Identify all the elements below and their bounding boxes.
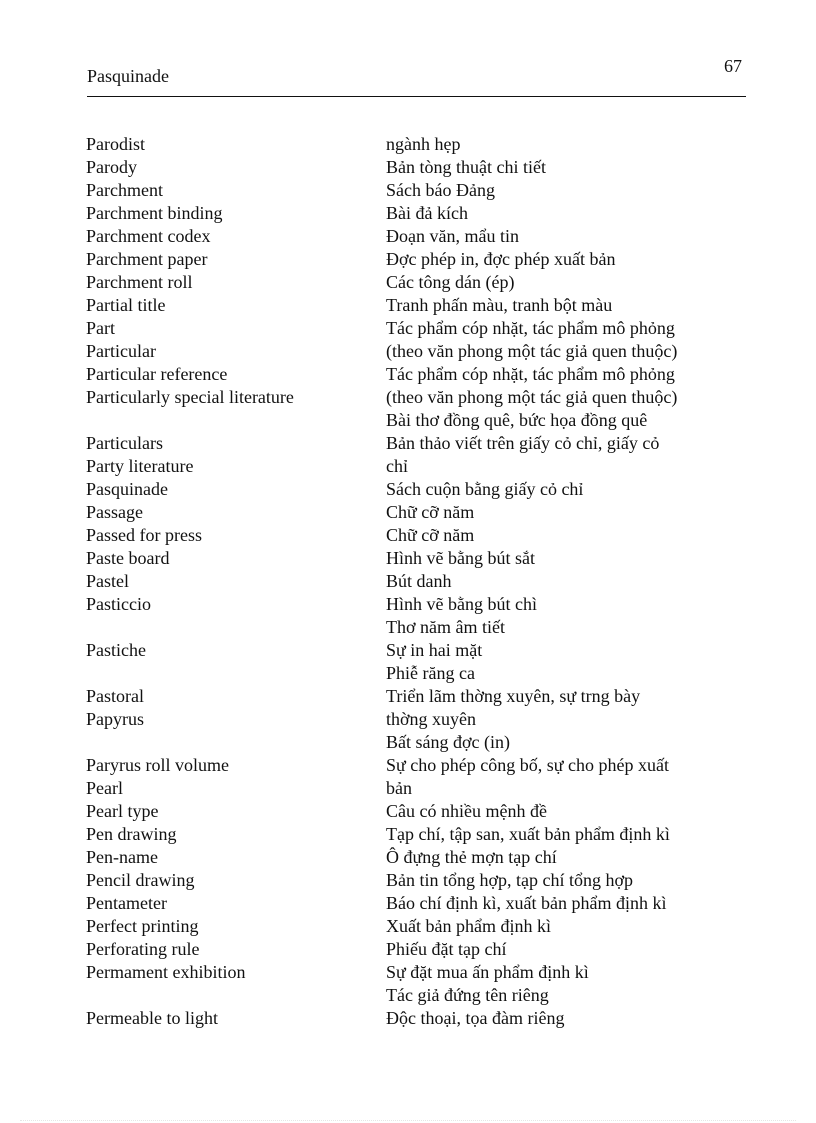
term (86, 616, 386, 639)
glossary-row (86, 225, 766, 248)
glossary-row (86, 823, 766, 846)
glossary-row (86, 685, 766, 708)
term: Particular (86, 341, 156, 361)
definition: bản (386, 778, 412, 798)
glossary-row (86, 593, 766, 616)
definition: Bản tin tổng hợp, tạp chí tổng hợp (386, 870, 634, 890)
term: Pearl type (86, 801, 159, 821)
glossary-row (86, 938, 766, 961)
glossary-row (86, 800, 766, 823)
term: Parchment roll (86, 272, 193, 292)
definition: Chữ cỡ năm (386, 525, 475, 545)
term: Pearl (86, 778, 123, 798)
definition: Ô đựng thẻ mợn tạp chí (386, 847, 557, 867)
glossary-list (86, 133, 766, 1030)
page-header (87, 56, 746, 97)
definition: Bài đả kích (386, 203, 468, 223)
glossary-row (86, 202, 766, 225)
glossary-row (86, 501, 766, 524)
term: Party literature (86, 456, 194, 476)
definition: Chữ cỡ năm (386, 502, 475, 522)
definition: Đợc phép in, đợc phép xuất bản (386, 249, 616, 269)
definition: Hình vẽ bằng bút chì (386, 594, 537, 614)
term: Paste board (86, 548, 170, 568)
term: Pasquinade (86, 479, 168, 499)
term: Passed for press (86, 525, 202, 545)
definition: Sự đặt mua ấn phẩm định kì (386, 962, 589, 982)
term (86, 984, 386, 1007)
definition: chỉ (386, 456, 408, 476)
page-number: 67 (724, 56, 742, 76)
definition: Xuất bản phẩm định kì (386, 916, 551, 936)
term: Parchment paper (86, 249, 208, 269)
glossary-row (86, 731, 766, 754)
definition: Tạp chí, tập san, xuất bản phẩm định kì (386, 824, 670, 844)
definition: Triển lãm thờng xuyên, sự trng bày (386, 686, 641, 706)
glossary-row (86, 317, 766, 340)
definition: Hình vẽ bằng bút sắt (386, 548, 535, 568)
glossary-row (86, 1007, 766, 1030)
term: Pasticcio (86, 594, 151, 614)
definition: Bản thảo viết trên giấy cỏ chỉ, giấy cỏ (386, 433, 660, 453)
glossary-row (86, 662, 766, 685)
definition: Câu có nhiều mệnh đề (386, 801, 547, 821)
glossary-row (86, 432, 766, 455)
definition: (theo văn phong một tác giả quen thuộc) (386, 387, 678, 407)
glossary-row (86, 892, 766, 915)
glossary-row (86, 271, 766, 294)
term: Perforating rule (86, 939, 200, 959)
glossary-row (86, 363, 766, 386)
term: Parchment (86, 180, 163, 200)
glossary-row (86, 248, 766, 271)
glossary-row (86, 984, 766, 1007)
definition: Báo chí định kì, xuất bản phẩm định kì (386, 893, 667, 913)
definition: Tác phẩm cóp nhặt, tác phẩm mô phỏng (386, 318, 675, 338)
term: Pen-name (86, 847, 158, 867)
glossary-row (86, 616, 766, 639)
definition: Sách báo Đảng (386, 180, 495, 200)
term: Part (86, 318, 115, 338)
glossary-row (86, 915, 766, 938)
term: Parody (86, 157, 137, 177)
term: Parodist (86, 134, 146, 154)
term: Parchment codex (86, 226, 211, 246)
glossary-row (86, 708, 766, 731)
glossary-row (86, 754, 766, 777)
term: Pentameter (86, 893, 167, 913)
term (86, 662, 386, 685)
definition: Phiễ răng ca (386, 663, 475, 683)
glossary-row (86, 294, 766, 317)
term: Parchment binding (86, 203, 223, 223)
definition: Sách cuộn bằng giấy cỏ chỉ (386, 479, 584, 499)
glossary-row (86, 639, 766, 662)
glossary-row (86, 570, 766, 593)
definition: Phiếu đặt tạp chí (386, 939, 507, 959)
definition: ngành hẹp (386, 134, 461, 154)
definition: Bản tòng thuật chi tiết (386, 157, 546, 177)
term: Pen drawing (86, 824, 177, 844)
term: Permament exhibition (86, 962, 246, 982)
glossary-row (86, 340, 766, 363)
term: Passage (86, 502, 143, 522)
definition: Đoạn văn, mẩu tin (386, 226, 519, 246)
glossary-row (86, 961, 766, 984)
glossary-row (86, 524, 766, 547)
term (86, 731, 386, 754)
glossary-row (86, 386, 766, 409)
definition: (theo văn phong một tác giả quen thuộc) (386, 341, 678, 361)
glossary-row (86, 133, 766, 156)
term: Particularly special literature (86, 387, 294, 407)
definition: Thơ năm âm tiết (386, 617, 505, 637)
definition: Độc thoại, tọa đàm riêng (386, 1008, 565, 1028)
definition: Tác giả đứng tên riêng (386, 985, 549, 1005)
glossary-row (86, 547, 766, 570)
glossary-row (86, 777, 766, 800)
term: Pastoral (86, 686, 144, 706)
glossary-row (86, 478, 766, 501)
term: Partial title (86, 295, 166, 315)
definition: Sự cho phép công bố, sự cho phép xuất (386, 755, 669, 775)
term: Papyrus (86, 709, 144, 729)
definition: thờng xuyên (386, 709, 477, 729)
glossary-row (86, 869, 766, 892)
term: Permeable to light (86, 1008, 218, 1028)
definition: Các tông dán (ép) (386, 272, 515, 292)
glossary-row (86, 156, 766, 179)
term: Paryrus roll volume (86, 755, 229, 775)
definition: Tác phẩm cóp nhặt, tác phẩm mô phỏng (386, 364, 675, 384)
term (86, 409, 386, 432)
term: Pastiche (86, 640, 146, 660)
definition: Bút danh (386, 571, 452, 591)
term: Perfect printing (86, 916, 199, 936)
term: Particular reference (86, 364, 228, 384)
glossary-row (86, 179, 766, 202)
term: Pencil drawing (86, 870, 195, 890)
definition: Sự in hai mặt (386, 640, 483, 660)
page-bottom-divider (20, 1120, 796, 1121)
glossary-row (86, 846, 766, 869)
term: Particulars (86, 433, 163, 453)
definition: Bài thơ đồng quê, bức họa đồng quê (386, 410, 648, 430)
definition: Tranh phấn màu, tranh bột màu (386, 295, 613, 315)
glossary-row (86, 455, 766, 478)
glossary-row (86, 409, 766, 432)
term: Pastel (86, 571, 129, 591)
running-title: Pasquinade (87, 66, 169, 86)
definition: Bất sáng đợc (in) (386, 732, 510, 752)
